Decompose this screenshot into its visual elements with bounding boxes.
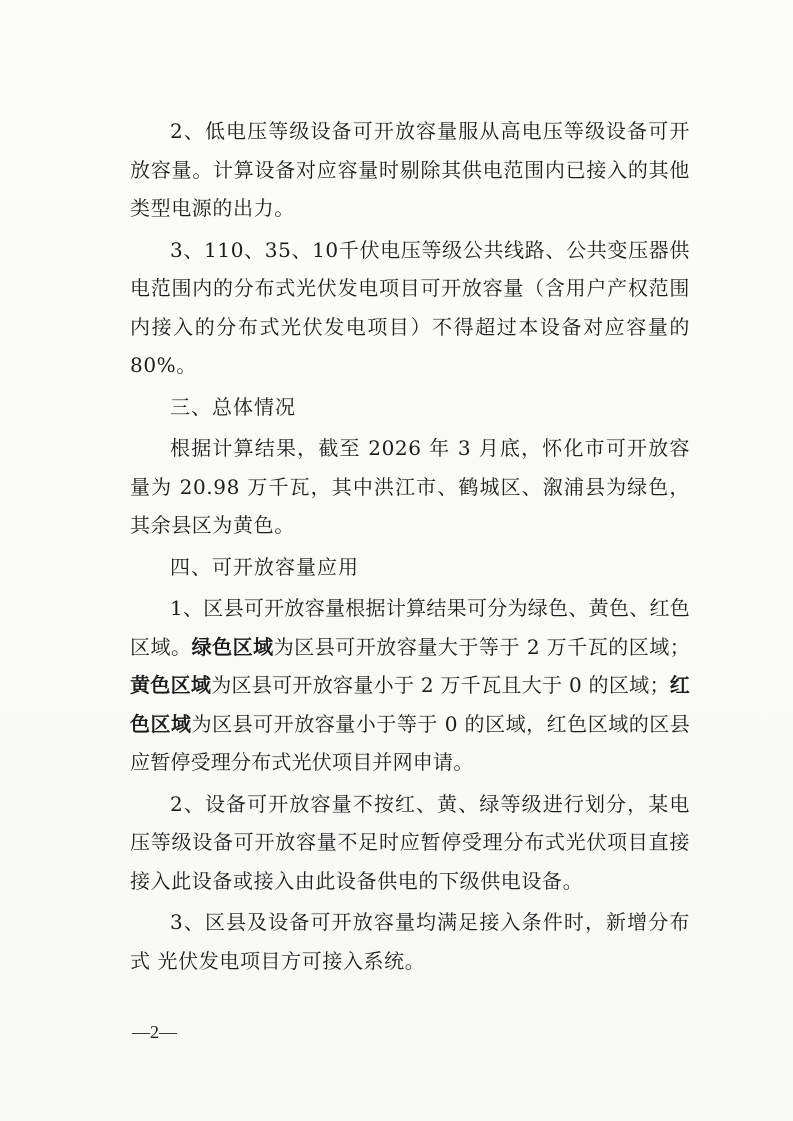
region-lead-text: 1、区县可开放容量根据计算结果可分为绿色、黄色、红色区域。	[130, 596, 690, 659]
green-region-text: 为区县可开放容量大于等于 2 万千瓦的区域；	[273, 634, 690, 659]
red-region-text: 为区县可开放容量小于等于 0 的区域，红色区域的区县应暂停受理分布式光伏项目并网申请。	[130, 711, 690, 774]
red-region-term: 红色区域	[130, 673, 690, 736]
yellow-region-text: 为区县可开放容量小于 2 万千瓦且大于 0 的区域；	[211, 673, 670, 697]
paragraph-item-3: 3、110、35、10千伏电压等级公共线路、公共变压器供电范围内的分布式光伏发电项目可开放容量（含用户产权范围内接入的分布式光伏发电项目）不得超过本设备对应容量的80%。	[130, 237, 690, 377]
paragraph-access-condition: 3、区县及设备可开放容量均满足接入条件时，新增分布式 光伏发电项目方可接入系统。	[130, 910, 690, 973]
paragraph-item-2: 2、低电压等级设备可开放容量服从高电压等级设备可开放容量。计算设备对应容量时剔除其供电范围内已接入的其他类型电源的出力。	[130, 119, 690, 220]
paragraph-region-classification	[130, 589, 690, 782]
document-body	[130, 112, 690, 983]
page-number: —2—	[132, 1022, 177, 1042]
yellow-region-term: 黄色区域	[130, 673, 212, 697]
paragraph-device-capacity: 2、设备可开放容量不按红、黄、绿等级进行划分，某电压等级设备可开放容量不足时应暂停受理分布式光伏项目直接接入此设备或接入由此设备供电的下级供电设备。	[130, 791, 690, 893]
paragraph-overall-body: 根据计算结果，截至 2026 年 3 月底，怀化市可开放容量为 20.98 万千瓦，其中洪江市、鹤城区、溆浦县为绿色，其余县区为黄色。	[130, 436, 690, 537]
green-region-term: 绿色区域	[191, 634, 274, 659]
section-heading-overall: 三、总体情况	[170, 394, 296, 419]
section-heading-application: 四、可开放容量应用	[170, 554, 359, 579]
